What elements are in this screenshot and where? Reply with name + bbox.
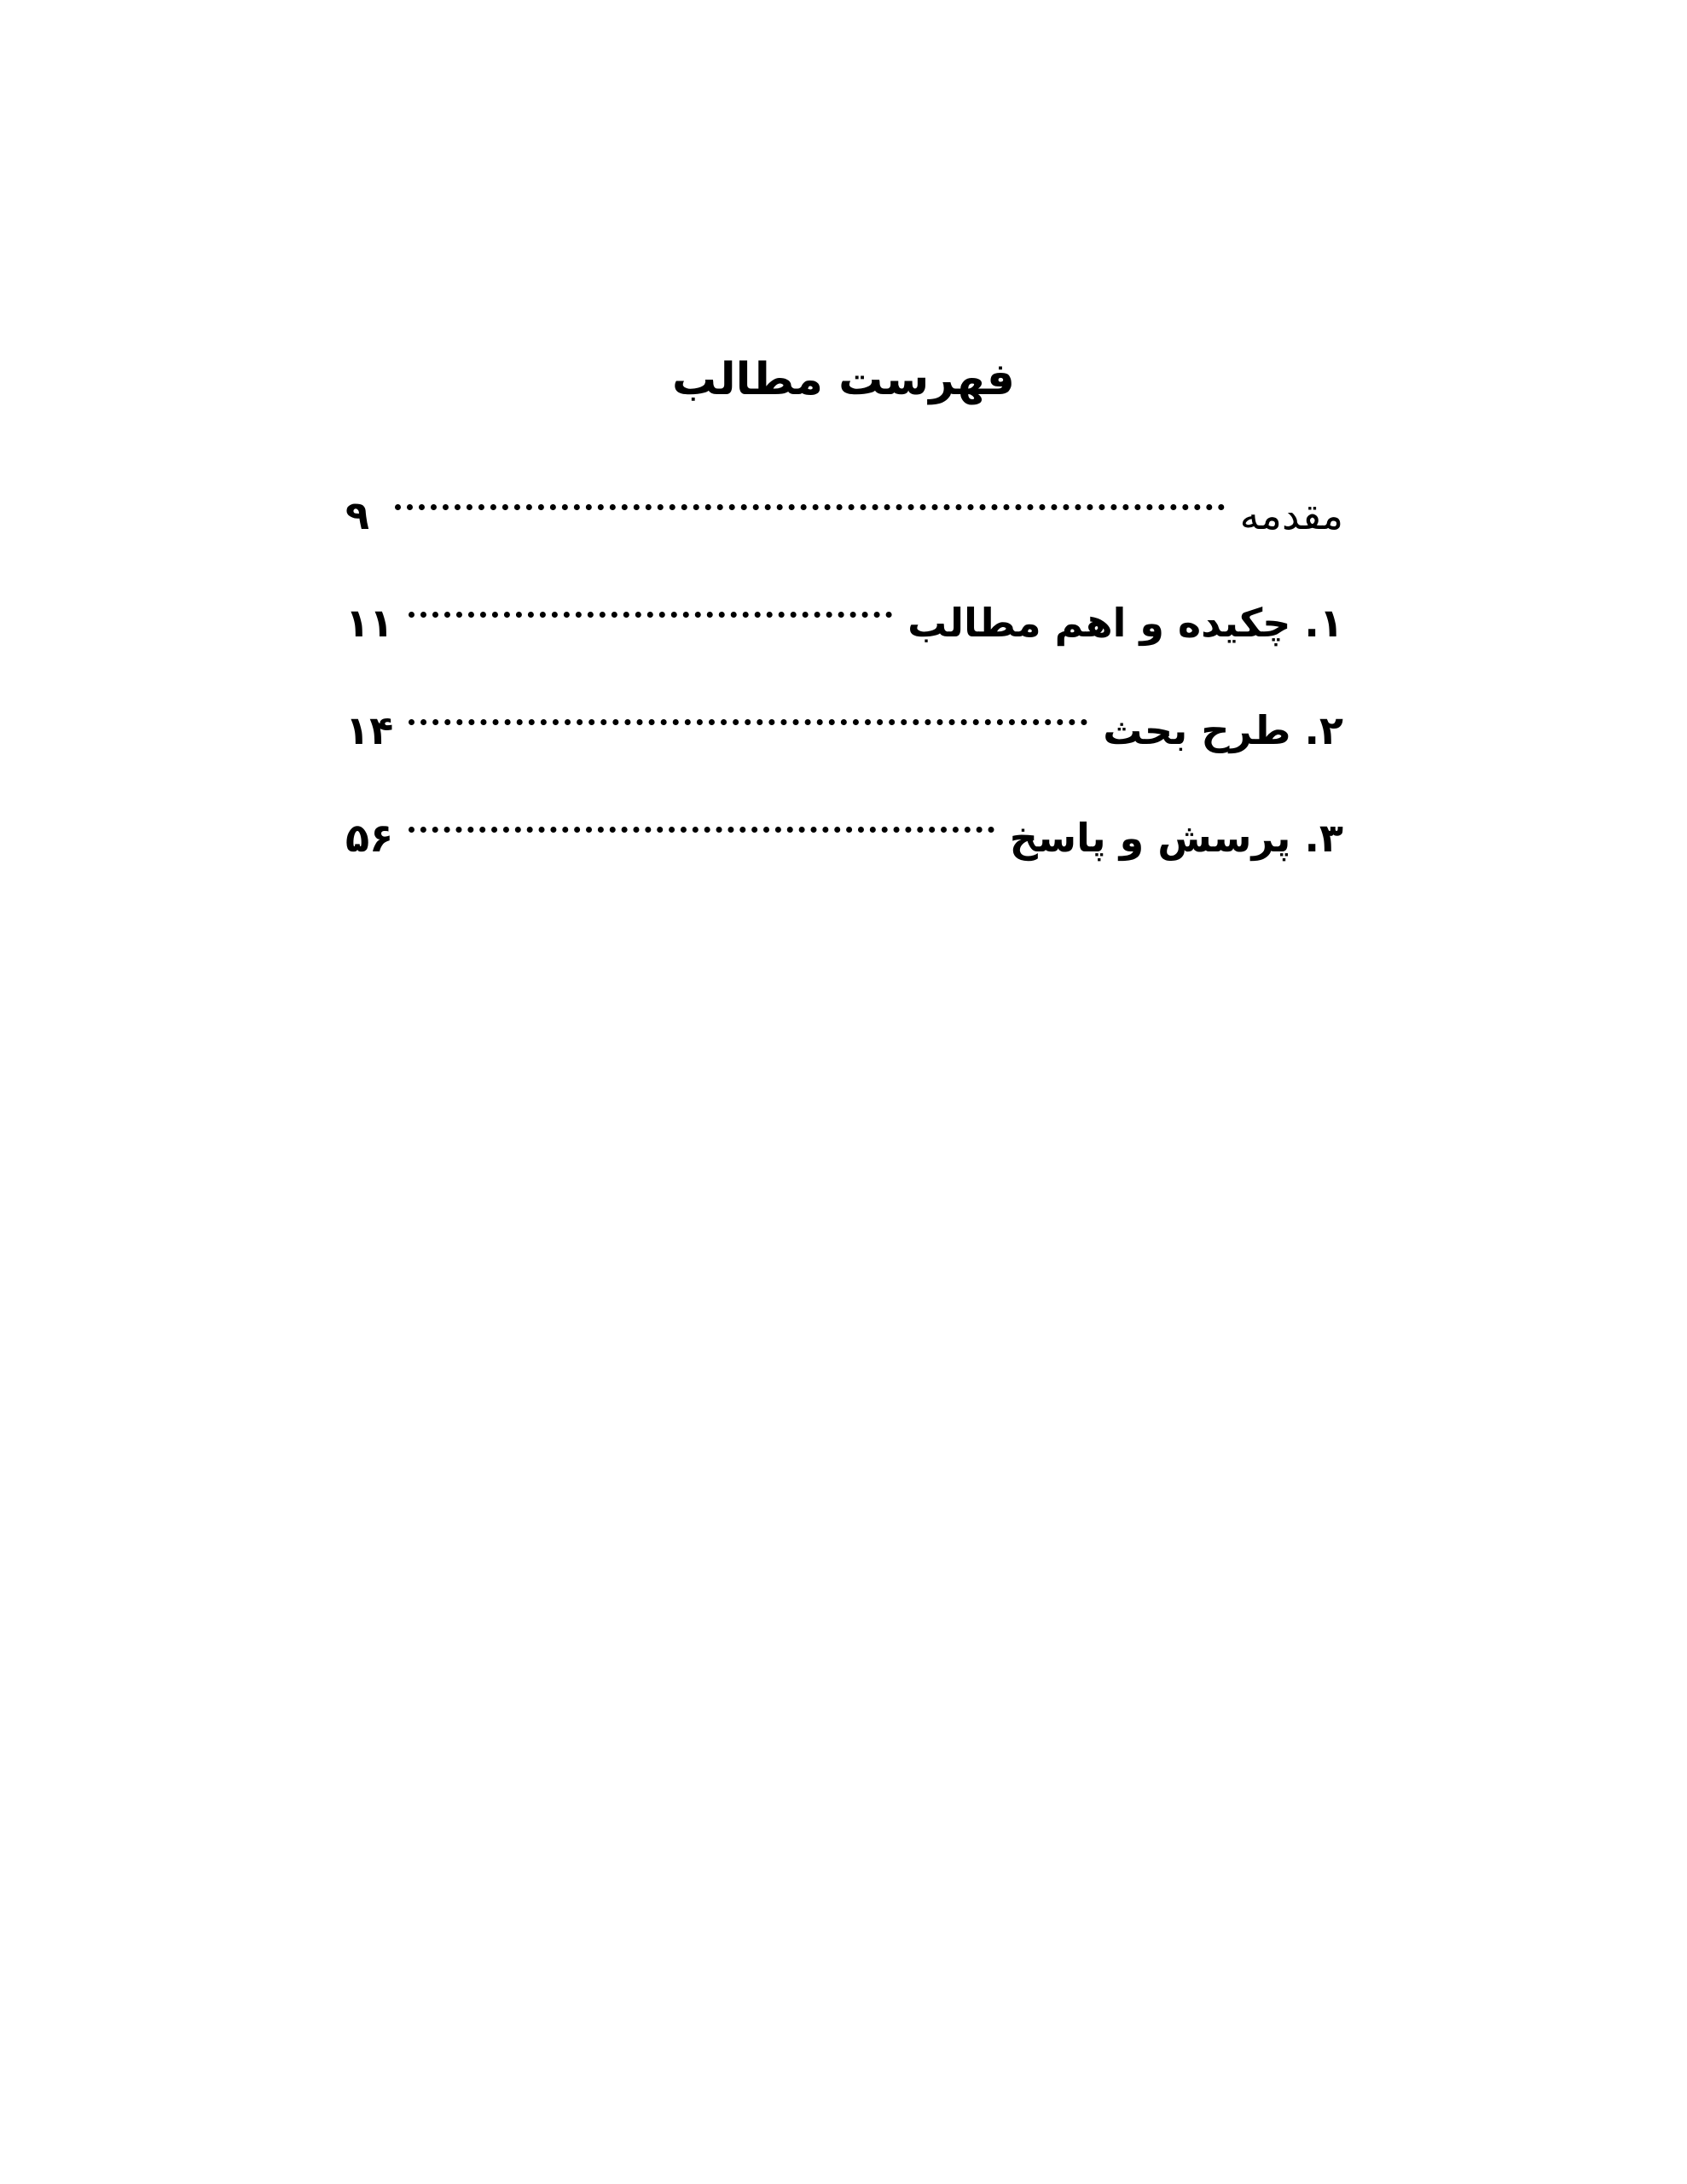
- toc-dot-leader: [409, 667, 1087, 744]
- toc-dot-leader: [409, 560, 892, 636]
- toc-entry-page-number: ۱۱: [345, 600, 394, 646]
- table-of-contents: [345, 452, 1343, 882]
- toc-entry-introduction[interactable]: [345, 452, 1343, 560]
- toc-entry-label: مقدمه: [1239, 492, 1343, 538]
- toc-entry-questions-answers[interactable]: [345, 775, 1343, 882]
- toc-entry-discussion[interactable]: [345, 667, 1343, 775]
- toc-entry-page-number: ۵۶: [345, 815, 394, 861]
- toc-dot-leader: [409, 775, 994, 851]
- toc-entry-label: ۳. پرسش و پاسخ: [1009, 815, 1343, 861]
- toc-entry-label: ۲. طرح بحث: [1103, 707, 1343, 753]
- toc-entry-page-number: ۱۴: [345, 707, 394, 753]
- page-title: فهرست مطالب: [672, 354, 1015, 405]
- toc-entry-summary[interactable]: [345, 560, 1343, 667]
- toc-dot-leader: [395, 452, 1225, 529]
- toc-entry-label: ۱. چکیده و اهم مطالب: [907, 600, 1343, 646]
- toc-entry-page-number: ۹: [345, 492, 370, 538]
